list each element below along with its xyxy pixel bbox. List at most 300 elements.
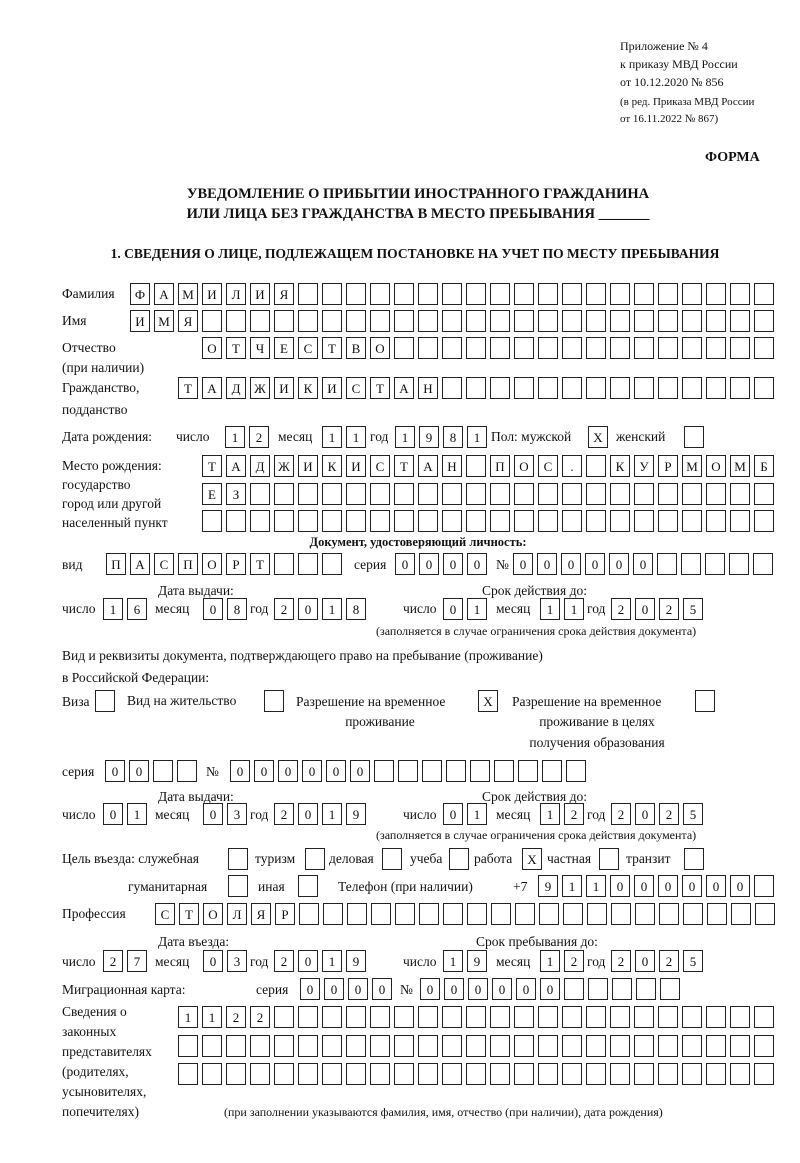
- char-cell[interactable]: 1: [202, 1006, 222, 1028]
- char-cell[interactable]: [298, 283, 318, 305]
- char-cell[interactable]: Т: [394, 455, 414, 477]
- char-cell[interactable]: [250, 1035, 270, 1057]
- char-cell[interactable]: [610, 510, 630, 532]
- char-cell[interactable]: [586, 1063, 606, 1085]
- char-cell[interactable]: [466, 483, 486, 505]
- char-cell[interactable]: [562, 377, 582, 399]
- char-cell[interactable]: [226, 510, 246, 532]
- char-cell[interactable]: [298, 1063, 318, 1085]
- char-cell[interactable]: [418, 1063, 438, 1085]
- char-cell[interactable]: [467, 903, 487, 925]
- birth-place-field-3[interactable]: [202, 510, 774, 532]
- char-cell[interactable]: [514, 1063, 534, 1085]
- birth-place-field-1[interactable]: [202, 455, 774, 477]
- purpose-tourism-checkbox[interactable]: [305, 848, 325, 870]
- right-valid-year-field[interactable]: [611, 803, 703, 825]
- char-cell[interactable]: 0: [610, 875, 630, 897]
- char-cell[interactable]: 0: [635, 598, 655, 620]
- char-cell[interactable]: 0: [443, 598, 463, 620]
- char-cell[interactable]: Ж: [274, 455, 294, 477]
- char-cell[interactable]: [449, 848, 469, 870]
- char-cell[interactable]: [657, 553, 677, 575]
- char-cell[interactable]: [706, 283, 726, 305]
- char-cell[interactable]: [586, 337, 606, 359]
- char-cell[interactable]: [586, 483, 606, 505]
- char-cell[interactable]: [264, 690, 284, 712]
- right-valid-month-field[interactable]: [540, 803, 584, 825]
- char-cell[interactable]: [490, 1006, 510, 1028]
- char-cell[interactable]: [394, 1035, 414, 1057]
- char-cell[interactable]: [202, 1063, 222, 1085]
- char-cell[interactable]: [730, 510, 750, 532]
- char-cell[interactable]: [562, 1035, 582, 1057]
- char-cell[interactable]: Я: [251, 903, 271, 925]
- char-cell[interactable]: 0: [419, 553, 439, 575]
- char-cell[interactable]: [660, 978, 680, 1000]
- char-cell[interactable]: А: [202, 377, 222, 399]
- char-cell[interactable]: [682, 377, 702, 399]
- char-cell[interactable]: [514, 483, 534, 505]
- mc-number-field[interactable]: [420, 978, 680, 1000]
- char-cell[interactable]: [586, 455, 606, 477]
- char-cell[interactable]: [682, 337, 702, 359]
- char-cell[interactable]: 0: [443, 553, 463, 575]
- char-cell[interactable]: 2: [250, 1006, 270, 1028]
- char-cell[interactable]: 0: [444, 978, 464, 1000]
- char-cell[interactable]: З: [226, 483, 246, 505]
- char-cell[interactable]: [754, 875, 774, 897]
- char-cell[interactable]: 0: [706, 875, 726, 897]
- purpose-transit-checkbox[interactable]: [684, 848, 704, 870]
- char-cell[interactable]: В: [346, 337, 366, 359]
- char-cell[interactable]: 2: [611, 803, 631, 825]
- char-cell[interactable]: И: [274, 377, 294, 399]
- char-cell[interactable]: 1: [467, 426, 487, 448]
- char-cell[interactable]: [490, 483, 510, 505]
- char-cell[interactable]: 9: [346, 950, 366, 972]
- char-cell[interactable]: 0: [443, 803, 463, 825]
- char-cell[interactable]: [682, 483, 702, 505]
- char-cell[interactable]: [658, 310, 678, 332]
- char-cell[interactable]: 0: [609, 553, 629, 575]
- char-cell[interactable]: [635, 903, 655, 925]
- char-cell[interactable]: 1: [322, 426, 342, 448]
- char-cell[interactable]: 0: [105, 760, 125, 782]
- char-cell[interactable]: С: [370, 455, 390, 477]
- char-cell[interactable]: А: [226, 455, 246, 477]
- char-cell[interactable]: [586, 1006, 606, 1028]
- char-cell[interactable]: О: [706, 455, 726, 477]
- char-cell[interactable]: [754, 310, 774, 332]
- purpose-service-checkbox[interactable]: [228, 848, 248, 870]
- char-cell[interactable]: [322, 1063, 342, 1085]
- char-cell[interactable]: 7: [127, 950, 147, 972]
- char-cell[interactable]: [370, 1063, 390, 1085]
- entry-month-field[interactable]: [203, 950, 247, 972]
- char-cell[interactable]: X: [588, 426, 608, 448]
- char-cell[interactable]: [542, 760, 562, 782]
- char-cell[interactable]: 1: [322, 950, 342, 972]
- char-cell[interactable]: [754, 483, 774, 505]
- char-cell[interactable]: 0: [298, 950, 318, 972]
- char-cell[interactable]: [153, 760, 173, 782]
- char-cell[interactable]: [706, 377, 726, 399]
- char-cell[interactable]: Т: [226, 337, 246, 359]
- char-cell[interactable]: [226, 1035, 246, 1057]
- char-cell[interactable]: С: [155, 903, 175, 925]
- char-cell[interactable]: [634, 377, 654, 399]
- char-cell[interactable]: [566, 760, 586, 782]
- char-cell[interactable]: [347, 903, 367, 925]
- doc-issue-month-field[interactable]: [203, 598, 247, 620]
- char-cell[interactable]: [610, 1063, 630, 1085]
- char-cell[interactable]: Е: [274, 337, 294, 359]
- char-cell[interactable]: [514, 337, 534, 359]
- char-cell[interactable]: П: [178, 553, 198, 575]
- char-cell[interactable]: [418, 1035, 438, 1057]
- char-cell[interactable]: [636, 978, 656, 1000]
- stay-day-field[interactable]: [443, 950, 487, 972]
- char-cell[interactable]: 2: [249, 426, 269, 448]
- stay-year-field[interactable]: [611, 950, 703, 972]
- char-cell[interactable]: [706, 1006, 726, 1028]
- char-cell[interactable]: 1: [103, 598, 123, 620]
- char-cell[interactable]: 0: [230, 760, 250, 782]
- char-cell[interactable]: [370, 310, 390, 332]
- char-cell[interactable]: [466, 455, 486, 477]
- char-cell[interactable]: [490, 377, 510, 399]
- char-cell[interactable]: [442, 1035, 462, 1057]
- char-cell[interactable]: [634, 1035, 654, 1057]
- char-cell[interactable]: [466, 1006, 486, 1028]
- char-cell[interactable]: [442, 1006, 462, 1028]
- char-cell[interactable]: [682, 1063, 702, 1085]
- char-cell[interactable]: [706, 1063, 726, 1085]
- char-cell[interactable]: [564, 978, 584, 1000]
- char-cell[interactable]: [634, 510, 654, 532]
- char-cell[interactable]: Ф: [130, 283, 150, 305]
- char-cell[interactable]: 0: [300, 978, 320, 1000]
- char-cell[interactable]: [177, 760, 197, 782]
- char-cell[interactable]: X: [522, 848, 542, 870]
- char-cell[interactable]: 0: [585, 553, 605, 575]
- char-cell[interactable]: [322, 553, 342, 575]
- char-cell[interactable]: [514, 283, 534, 305]
- char-cell[interactable]: [563, 903, 583, 925]
- char-cell[interactable]: [682, 510, 702, 532]
- char-cell[interactable]: [538, 377, 558, 399]
- char-cell[interactable]: Л: [227, 903, 247, 925]
- char-cell[interactable]: [562, 310, 582, 332]
- char-cell[interactable]: [418, 310, 438, 332]
- char-cell[interactable]: 1: [564, 598, 584, 620]
- char-cell[interactable]: [634, 337, 654, 359]
- char-cell[interactable]: [395, 903, 415, 925]
- char-cell[interactable]: И: [298, 455, 318, 477]
- char-cell[interactable]: 0: [203, 950, 223, 972]
- profession-field[interactable]: [155, 903, 775, 925]
- char-cell[interactable]: [322, 483, 342, 505]
- char-cell[interactable]: 0: [492, 978, 512, 1000]
- char-cell[interactable]: [514, 377, 534, 399]
- char-cell[interactable]: [586, 1035, 606, 1057]
- doc-kind-field[interactable]: [106, 553, 342, 575]
- char-cell[interactable]: 0: [516, 978, 536, 1000]
- char-cell[interactable]: 5: [683, 598, 703, 620]
- char-cell[interactable]: [322, 1035, 342, 1057]
- char-cell[interactable]: [202, 310, 222, 332]
- char-cell[interactable]: Т: [370, 377, 390, 399]
- char-cell[interactable]: [658, 510, 678, 532]
- purpose-business-checkbox[interactable]: [382, 848, 402, 870]
- char-cell[interactable]: [250, 510, 270, 532]
- char-cell[interactable]: [442, 337, 462, 359]
- entry-year-field[interactable]: [274, 950, 366, 972]
- char-cell[interactable]: Т: [250, 553, 270, 575]
- char-cell[interactable]: Б: [754, 455, 774, 477]
- char-cell[interactable]: 0: [324, 978, 344, 1000]
- char-cell[interactable]: 0: [129, 760, 149, 782]
- char-cell[interactable]: [370, 510, 390, 532]
- citizenship-field[interactable]: [178, 377, 774, 399]
- char-cell[interactable]: Т: [178, 377, 198, 399]
- rep-field-1[interactable]: [178, 1006, 774, 1028]
- char-cell[interactable]: 3: [227, 950, 247, 972]
- char-cell[interactable]: 0: [348, 978, 368, 1000]
- char-cell[interactable]: [394, 483, 414, 505]
- entry-day-field[interactable]: [103, 950, 147, 972]
- stay-month-field[interactable]: [540, 950, 584, 972]
- char-cell[interactable]: [418, 510, 438, 532]
- char-cell[interactable]: Р: [275, 903, 295, 925]
- char-cell[interactable]: [599, 848, 619, 870]
- char-cell[interactable]: М: [154, 310, 174, 332]
- char-cell[interactable]: [322, 510, 342, 532]
- rep-field-2[interactable]: [178, 1035, 774, 1057]
- char-cell[interactable]: [634, 1006, 654, 1028]
- char-cell[interactable]: 0: [298, 803, 318, 825]
- char-cell[interactable]: [305, 848, 325, 870]
- char-cell[interactable]: [706, 337, 726, 359]
- char-cell[interactable]: [466, 283, 486, 305]
- char-cell[interactable]: 9: [419, 426, 439, 448]
- char-cell[interactable]: [466, 510, 486, 532]
- doc-number-field[interactable]: [513, 553, 773, 575]
- char-cell[interactable]: 0: [420, 978, 440, 1000]
- doc-valid-month-field[interactable]: [540, 598, 584, 620]
- char-cell[interactable]: [394, 337, 414, 359]
- char-cell[interactable]: [442, 510, 462, 532]
- char-cell[interactable]: [610, 1035, 630, 1057]
- char-cell[interactable]: [539, 903, 559, 925]
- char-cell[interactable]: [371, 903, 391, 925]
- char-cell[interactable]: [611, 903, 631, 925]
- char-cell[interactable]: [695, 690, 715, 712]
- char-cell[interactable]: [490, 1063, 510, 1085]
- char-cell[interactable]: [707, 903, 727, 925]
- char-cell[interactable]: Я: [274, 283, 294, 305]
- char-cell[interactable]: [298, 1006, 318, 1028]
- char-cell[interactable]: [705, 553, 725, 575]
- char-cell[interactable]: [562, 1006, 582, 1028]
- char-cell[interactable]: [586, 510, 606, 532]
- char-cell[interactable]: [394, 310, 414, 332]
- char-cell[interactable]: 1: [540, 950, 560, 972]
- char-cell[interactable]: [610, 283, 630, 305]
- char-cell[interactable]: [298, 875, 318, 897]
- char-cell[interactable]: 0: [350, 760, 370, 782]
- char-cell[interactable]: И: [202, 283, 222, 305]
- right-series-field[interactable]: [105, 760, 197, 782]
- char-cell[interactable]: [466, 310, 486, 332]
- char-cell[interactable]: Д: [250, 455, 270, 477]
- char-cell[interactable]: Ж: [250, 377, 270, 399]
- char-cell[interactable]: [274, 483, 294, 505]
- char-cell[interactable]: [274, 553, 294, 575]
- char-cell[interactable]: [370, 483, 390, 505]
- char-cell[interactable]: [515, 903, 535, 925]
- char-cell[interactable]: [374, 760, 394, 782]
- char-cell[interactable]: [754, 337, 774, 359]
- char-cell[interactable]: [419, 903, 439, 925]
- right-valid-day-field[interactable]: [443, 803, 487, 825]
- char-cell[interactable]: 0: [561, 553, 581, 575]
- char-cell[interactable]: [346, 483, 366, 505]
- char-cell[interactable]: А: [154, 283, 174, 305]
- char-cell[interactable]: О: [202, 553, 222, 575]
- char-cell[interactable]: 1: [540, 598, 560, 620]
- char-cell[interactable]: [610, 337, 630, 359]
- char-cell[interactable]: 9: [346, 803, 366, 825]
- char-cell[interactable]: [95, 690, 115, 712]
- name-field[interactable]: [130, 310, 774, 332]
- char-cell[interactable]: [370, 1035, 390, 1057]
- char-cell[interactable]: [442, 283, 462, 305]
- char-cell[interactable]: [490, 510, 510, 532]
- char-cell[interactable]: [730, 337, 750, 359]
- purpose-work-checkbox[interactable]: [522, 848, 542, 870]
- char-cell[interactable]: [753, 553, 773, 575]
- char-cell[interactable]: 2: [274, 950, 294, 972]
- char-cell[interactable]: [538, 483, 558, 505]
- char-cell[interactable]: 2: [274, 598, 294, 620]
- sex-male-checkbox[interactable]: [588, 426, 608, 448]
- birth-day-field[interactable]: [225, 426, 269, 448]
- char-cell[interactable]: 0: [298, 598, 318, 620]
- char-cell[interactable]: 1: [443, 950, 463, 972]
- char-cell[interactable]: [730, 310, 750, 332]
- char-cell[interactable]: 5: [683, 803, 703, 825]
- char-cell[interactable]: [730, 1035, 750, 1057]
- char-cell[interactable]: [514, 510, 534, 532]
- char-cell[interactable]: К: [322, 455, 342, 477]
- char-cell[interactable]: 5: [683, 950, 703, 972]
- char-cell[interactable]: С: [298, 337, 318, 359]
- char-cell[interactable]: О: [203, 903, 223, 925]
- char-cell[interactable]: [346, 310, 366, 332]
- char-cell[interactable]: [658, 483, 678, 505]
- char-cell[interactable]: [346, 510, 366, 532]
- char-cell[interactable]: [754, 1006, 774, 1028]
- char-cell[interactable]: 1: [178, 1006, 198, 1028]
- char-cell[interactable]: [494, 760, 514, 782]
- char-cell[interactable]: О: [514, 455, 534, 477]
- char-cell[interactable]: [754, 377, 774, 399]
- char-cell[interactable]: [659, 903, 679, 925]
- char-cell[interactable]: Т: [179, 903, 199, 925]
- char-cell[interactable]: [754, 1035, 774, 1057]
- char-cell[interactable]: [442, 377, 462, 399]
- char-cell[interactable]: [586, 310, 606, 332]
- char-cell[interactable]: 0: [730, 875, 750, 897]
- char-cell[interactable]: [298, 553, 318, 575]
- char-cell[interactable]: [394, 510, 414, 532]
- char-cell[interactable]: 0: [467, 553, 487, 575]
- visa-checkbox[interactable]: [95, 690, 115, 712]
- char-cell[interactable]: [442, 483, 462, 505]
- char-cell[interactable]: [612, 978, 632, 1000]
- char-cell[interactable]: [610, 377, 630, 399]
- char-cell[interactable]: И: [130, 310, 150, 332]
- char-cell[interactable]: [706, 1035, 726, 1057]
- char-cell[interactable]: [634, 483, 654, 505]
- char-cell[interactable]: 1: [322, 803, 342, 825]
- char-cell[interactable]: [538, 310, 558, 332]
- char-cell[interactable]: [322, 310, 342, 332]
- char-cell[interactable]: [298, 1035, 318, 1057]
- char-cell[interactable]: 2: [659, 950, 679, 972]
- char-cell[interactable]: [658, 377, 678, 399]
- right-issue-month-field[interactable]: [203, 803, 247, 825]
- char-cell[interactable]: [274, 310, 294, 332]
- char-cell[interactable]: [610, 1006, 630, 1028]
- char-cell[interactable]: [514, 1035, 534, 1057]
- char-cell[interactable]: [634, 1063, 654, 1085]
- char-cell[interactable]: [346, 283, 366, 305]
- char-cell[interactable]: [754, 1063, 774, 1085]
- doc-issue-year-field[interactable]: [274, 598, 366, 620]
- char-cell[interactable]: [226, 310, 246, 332]
- char-cell[interactable]: Д: [226, 377, 246, 399]
- char-cell[interactable]: [226, 1063, 246, 1085]
- purpose-other-checkbox[interactable]: [298, 875, 318, 897]
- char-cell[interactable]: О: [370, 337, 390, 359]
- char-cell[interactable]: [442, 1063, 462, 1085]
- char-cell[interactable]: 0: [254, 760, 274, 782]
- char-cell[interactable]: 2: [564, 950, 584, 972]
- char-cell[interactable]: Я: [178, 310, 198, 332]
- char-cell[interactable]: [422, 760, 442, 782]
- char-cell[interactable]: [491, 903, 511, 925]
- char-cell[interactable]: 3: [227, 803, 247, 825]
- char-cell[interactable]: [586, 283, 606, 305]
- char-cell[interactable]: [274, 1006, 294, 1028]
- char-cell[interactable]: [514, 1006, 534, 1028]
- char-cell[interactable]: О: [202, 337, 222, 359]
- char-cell[interactable]: 0: [513, 553, 533, 575]
- char-cell[interactable]: [562, 283, 582, 305]
- char-cell[interactable]: Р: [226, 553, 246, 575]
- char-cell[interactable]: А: [418, 455, 438, 477]
- char-cell[interactable]: 1: [562, 875, 582, 897]
- char-cell[interactable]: [250, 310, 270, 332]
- char-cell[interactable]: С: [154, 553, 174, 575]
- patronymic-field[interactable]: [202, 337, 774, 359]
- char-cell[interactable]: 0: [278, 760, 298, 782]
- char-cell[interactable]: [634, 283, 654, 305]
- char-cell[interactable]: [298, 310, 318, 332]
- char-cell[interactable]: [730, 377, 750, 399]
